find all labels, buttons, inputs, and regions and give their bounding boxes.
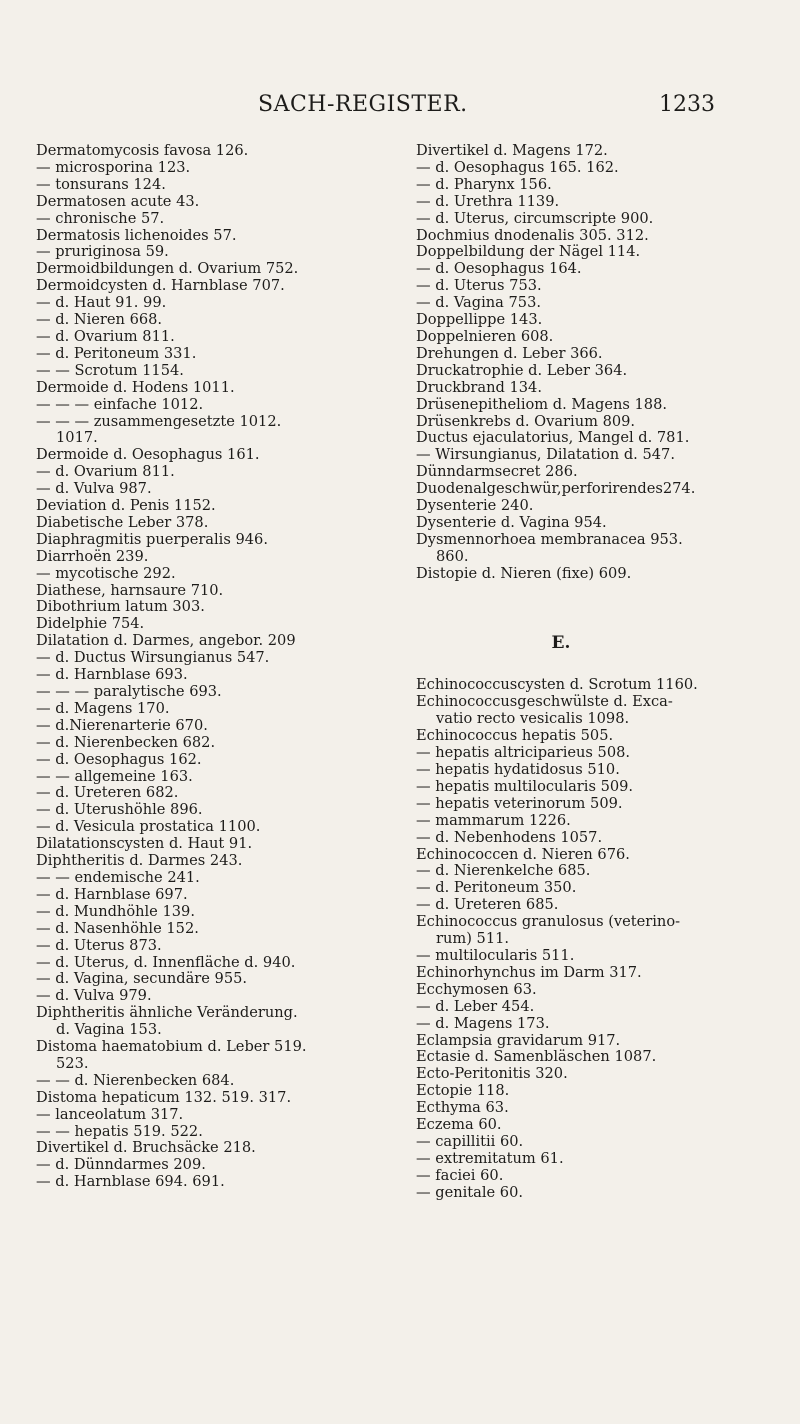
index-entry: — d. Pharynx 156. xyxy=(416,175,552,193)
index-entry: — d. Ductus Wirsungianus 547. xyxy=(36,649,270,667)
index-entry: — d. Nebenhodens 1057. xyxy=(416,828,603,846)
index-entry: — d. Vulva 979. xyxy=(36,987,152,1005)
index-entry: — d. Vagina 753. xyxy=(416,294,541,312)
index-entry: Echinococcen d. Nieren 676. xyxy=(416,845,630,863)
index-entry: Dibothrium latum 303. xyxy=(36,598,205,616)
index-entry: — d. Ureteren 685. xyxy=(416,896,559,914)
index-entry: — extremitatum 61. xyxy=(416,1149,564,1167)
index-entry: — — d. Nierenbecken 684. xyxy=(36,1071,235,1089)
index-entry: Doppelbildung der Nägel 114. xyxy=(416,243,641,261)
index-entry: Dünndarmsecret 286. xyxy=(416,463,578,481)
index-entry: — — allgemeine 163. xyxy=(36,767,193,785)
index-entry: Ecchymosen 63. xyxy=(416,980,537,998)
index-entry: — d. Uterus 753. xyxy=(416,277,542,295)
index-entry: Diathese, harnsaure 710. xyxy=(36,581,224,599)
index-entry: Dochmius dnodenalis 305. 312. xyxy=(416,226,649,244)
index-entry: — genitale 60. xyxy=(416,1183,523,1201)
running-title: SACH-REGISTER. xyxy=(258,92,468,117)
index-entry: — d. Peritoneum 350. xyxy=(416,879,577,897)
index-entry: 523. xyxy=(56,1054,89,1072)
index-entry: — — — paralytische 693. xyxy=(36,683,222,700)
index-entry: Drüsenepitheliom d. Magens 188. xyxy=(416,395,668,413)
index-entry: Dysenterie d. Vagina 954. xyxy=(416,513,607,531)
left-index-column xyxy=(36,143,396,1191)
index-entry: — — hepatis 519. 522. xyxy=(36,1122,203,1140)
index-entry: — mammarum 1226. xyxy=(416,811,571,829)
index-entry: rum) 511. xyxy=(436,930,510,948)
index-entry: — d. Peritoneum 331. xyxy=(36,344,197,362)
index-entry: Ectopie 118. xyxy=(416,1082,510,1100)
index-entry: — d. Dünndarmes 209. xyxy=(36,1156,206,1174)
index-entry: — d. Uterus 873. xyxy=(36,936,162,954)
index-entry: — faciei 60. xyxy=(416,1166,504,1184)
right-index-column xyxy=(416,143,786,1202)
index-entry: Eczema 60. xyxy=(416,1116,502,1134)
index-entry: Dermatomycosis favosa 126. xyxy=(36,142,249,159)
index-entry: Drehungen d. Leber 366. xyxy=(416,344,603,362)
index-entry: — Wirsungianus, Dilatation d. 547. xyxy=(416,446,675,464)
index-entry: — tonsurans 124. xyxy=(36,175,166,193)
index-entry: Diphtheritis d. Darmes 243. xyxy=(36,852,243,870)
index-entry: Dermatosen acute 43. xyxy=(36,192,200,210)
index-entry: Dilatation d. Darmes, angebor. 209 xyxy=(36,632,296,650)
index-entry: — d. Nieren 668. xyxy=(36,311,163,329)
index-entry: Doppellippe 143. xyxy=(416,311,543,329)
index-entry: Drüsenkrebs d. Ovarium 809. xyxy=(416,412,636,430)
index-entry: Diarrhoën 239. xyxy=(36,547,149,565)
index-entry: — d. Nierenbecken 682. xyxy=(36,733,216,751)
index-entry: Echinococcus granulosus (veterino- xyxy=(416,913,681,931)
index-entry: Druckatrophie d. Leber 364. xyxy=(416,361,628,379)
index-entry: Didelphie 754. xyxy=(36,615,145,633)
index-entry: Ecto-Peritonitis 320. xyxy=(416,1065,568,1083)
index-entry: — d. Vagina, secundäre 955. xyxy=(36,970,248,988)
index-entry: — d. Vulva 987. xyxy=(36,480,152,498)
index-entry: — capillitii 60. xyxy=(416,1132,524,1150)
index-entry: Dermoidbildungen d. Ovarium 752. xyxy=(36,260,299,278)
index-entry: Divertikel d. Bruchsäcke 218. xyxy=(36,1139,256,1157)
index-entry: 860. xyxy=(436,547,469,565)
index-entry: Druckbrand 134. xyxy=(416,378,542,396)
index-entry: Distoma hepaticum 132. 519. 317. xyxy=(36,1088,292,1106)
index-entry: Deviation d. Penis 1152. xyxy=(36,497,216,515)
index-entry: — d. Leber 454. xyxy=(416,997,535,1015)
index-entry: — d. Vesicula prostatica 1100. xyxy=(36,818,261,836)
index-entry: — lanceolatum 317. xyxy=(36,1105,184,1123)
index-entry: Doppelnieren 608. xyxy=(416,327,554,345)
index-entry: — d. Ovarium 811. xyxy=(36,463,175,481)
index-entry: — mycotische 292. xyxy=(36,564,176,582)
index-entry: — hepatis veterinorum 509. xyxy=(416,794,623,812)
index-entry: Echinococcuscysten d. Scrotum 1160. xyxy=(416,676,698,694)
page-header xyxy=(0,88,800,128)
index-entry: Dysenterie 240. xyxy=(416,497,534,515)
index-entry: — d.Nierenarterie 670. xyxy=(36,716,208,734)
index-entry: Dermoidcysten d. Harnblase 707. xyxy=(36,277,285,295)
index-entry: — pruriginosa 59. xyxy=(36,243,169,261)
index-block-d xyxy=(416,143,786,583)
index-entry: — hepatis altriciparieus 508. xyxy=(416,744,631,762)
page-number: 1233 xyxy=(659,92,715,117)
index-entry: Dysmennorhoea membranacea 953. xyxy=(416,530,683,548)
index-entry: Dilatationscysten d. Haut 91. xyxy=(36,835,253,853)
index-entry: Diaphragmitis puerperalis 946. xyxy=(36,530,268,548)
index-entry: Ecthyma 63. xyxy=(416,1099,509,1117)
index-entry: — d. Oesophagus 162. xyxy=(36,750,202,768)
index-entry: — d. Harnblase 697. xyxy=(36,885,188,903)
index-entry: — d. Uterus, circumscripte 900. xyxy=(416,209,654,227)
index-entry: — d. Magens 170. xyxy=(36,699,170,717)
index-entry: — hepatis multilocularis 509. xyxy=(416,777,634,795)
index-entry: Echinococcus hepatis 505. xyxy=(416,727,614,745)
index-entry: — d. Magens 173. xyxy=(416,1014,550,1032)
index-entry: — d. Nasenhöhle 152. xyxy=(36,919,199,937)
index-entry: Echinococcusgeschwülste d. Exca- xyxy=(416,693,673,711)
index-entry: — multilocularis 511. xyxy=(416,946,575,964)
index-entry: Distoma haematobium d. Leber 519. xyxy=(36,1038,307,1056)
index-entry: Duodenalgeschwür,perforirendes274. xyxy=(416,480,696,498)
index-entry: Dermoide d. Oesophagus 161. xyxy=(36,446,260,464)
index-entry: Eclampsia gravidarum 917. xyxy=(416,1031,621,1049)
index-entry: d. Vagina 153. xyxy=(56,1021,162,1039)
index-entry: — — endemische 241. xyxy=(36,868,200,886)
index-block-e xyxy=(416,677,786,1201)
index-entry: Echinorhynchus im Darm 317. xyxy=(416,963,642,981)
index-entry: — chronische 57. xyxy=(36,209,165,227)
index-entry: Distopie d. Nieren (fixe) 609. xyxy=(416,564,632,582)
index-entry: — d. Uterushöhle 896. xyxy=(36,801,203,819)
index-entry: — d. Urethra 1139. xyxy=(416,192,560,210)
index-entry: vatio recto vesicalis 1098. xyxy=(436,710,630,728)
index-entry: Divertikel d. Magens 172. xyxy=(416,142,608,159)
index-entry: — d. Oesophagus 164. xyxy=(416,260,582,278)
index-entry: — d. Mundhöhle 139. xyxy=(36,902,195,920)
index-entry: — microsporina 123. xyxy=(36,158,191,176)
index-entry: Dermatosis lichenoides 57. xyxy=(36,226,237,244)
index-entry: — d. Uterus, d. Innenfläche d. 940. xyxy=(36,953,296,971)
index-entry: 1017. xyxy=(56,429,98,447)
index-entry: Ductus ejaculatorius, Mangel d. 781. xyxy=(416,429,690,447)
index-entry: — d. Nierenkelche 685. xyxy=(416,862,591,880)
index-entry: — d. Oesophagus 165. 162. xyxy=(416,158,619,176)
index-entry: — — Scrotum 1154. xyxy=(36,361,184,379)
index-entry: — — — einfache 1012. xyxy=(36,395,204,413)
index-entry: Diphtheritis ähnliche Veränderung. xyxy=(36,1004,298,1022)
index-entry: Ectasie d. Samenbläschen 1087. xyxy=(416,1048,657,1066)
index-entry: — — — zusammengesetzte 1012. xyxy=(36,412,282,430)
section-heading: E. xyxy=(551,632,571,653)
index-entry: Diabetische Leber 378. xyxy=(36,513,209,531)
index-entry: — d. Harnblase 693. xyxy=(36,666,188,684)
index-entry: — d. Haut 91. 99. xyxy=(36,294,167,312)
index-entry: Dermoide d. Hodens 1011. xyxy=(36,378,235,396)
index-entry: — d. Ovarium 811. xyxy=(36,327,175,345)
index-entry: — d. Ureteren 682. xyxy=(36,784,179,802)
index-entry: — d. Harnblase 694. 691. xyxy=(36,1173,225,1191)
index-entry: — hepatis hydatidosus 510. xyxy=(416,761,620,778)
